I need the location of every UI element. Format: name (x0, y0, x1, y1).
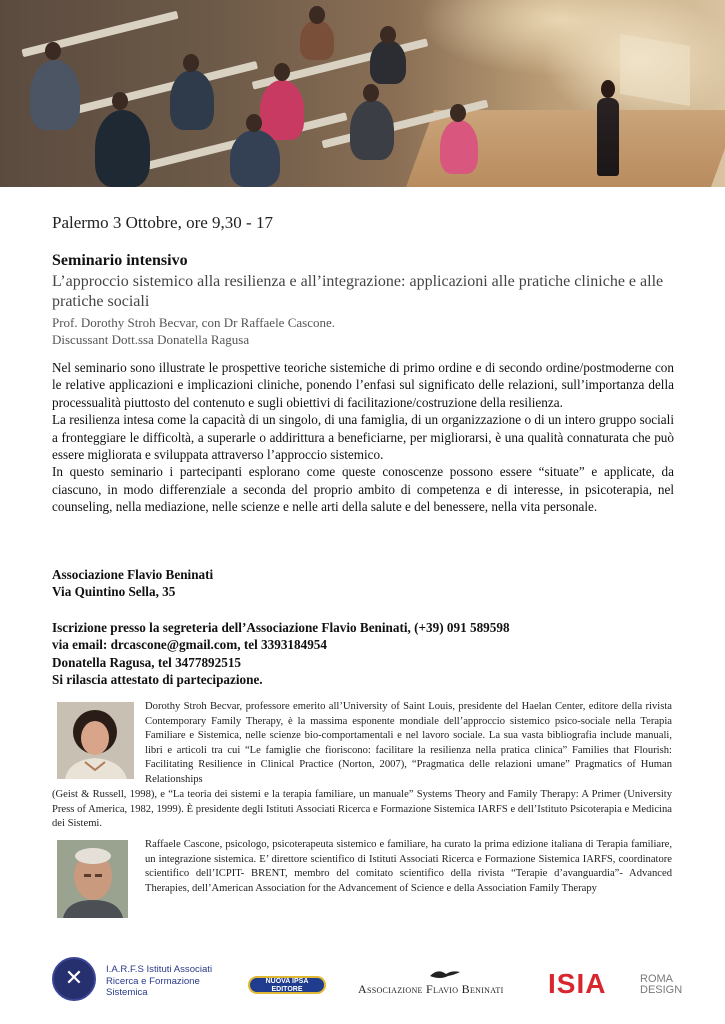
event-date-line: Palermo 3 Ottobre, ore 9,30 - 17 (52, 213, 273, 232)
seminar-subtitle: L’approccio sistemico alla resilienza e all’integrazione: applicazioni alle pratiche cliniche e alle pratiche sociali (52, 273, 664, 310)
venue-name: Associazione Flavio Beninati (52, 567, 214, 582)
becvar-bio-continued: (Geist & Russell, 1998), e “La teoria dei sistemi e la terapia familiare, un manuale” Systems Theory and Family Therapy: A Primer (University Press of America, 1982, 1999). È presidente degli Istituti Associati Ricerca e Formazione Sistemica IARFS e dell’Istituto Psicoterapia e Medicina dei Sistemi. (52, 789, 672, 830)
isia-tag-line: DESIGN (640, 984, 683, 996)
iarfs-line: Sistemica (106, 987, 148, 999)
cascone-portrait-art (57, 840, 128, 918)
photo-student (260, 80, 304, 140)
photo-student (95, 110, 150, 187)
footer-logos (0, 952, 725, 1012)
photo-teacher-head (601, 80, 615, 98)
iarfs-name (106, 964, 236, 999)
iarfs-x-icon: ✕ (64, 966, 84, 991)
photo-student-head (309, 6, 325, 24)
photo-student-head (380, 26, 396, 44)
photo-teacher (597, 98, 619, 176)
certificate-note: Si rilascia attestato di partecipazione. (52, 672, 263, 688)
nuova-ipsa-logo (248, 976, 326, 994)
isia-tagline (640, 974, 682, 996)
photo-student-head (183, 54, 199, 72)
photo-student-head (274, 63, 290, 81)
ipsa-line: EDITORE (271, 985, 303, 993)
ipsa-line: NUOVA IPSA (265, 978, 309, 985)
photo-student (350, 100, 394, 160)
photo-student-head (246, 114, 262, 132)
seminar-title: Seminario intensivo (52, 252, 188, 269)
iarfs-line: Ricerca e Formazione (106, 975, 200, 987)
photo-student (300, 20, 334, 60)
cascone-portrait (57, 840, 128, 918)
becvar-bio: Dorothy Stroh Becvar, professore emerito all’University of Saint Louis, presidente del Haelan Center, editore della rivista Contemporary Family Therapy, è la massima esponente mondiale dell’approccio sistemico psico-sociale nella Terapia Familiare e Sistemica, nelle scienze bio-comportamentali e nel lavoro sociale. La sua vasta bibliografia include manuali, libri e articoli tra cui “Le famiglie che fioriscono: facilitare la resilienza nella pratica clinica” Families that Flourish: Facilitating Resilience in Clinical Practice (Norton, 2007), “Pragmatica delle relazioni umane” Pragmatics of Human Relationships (145, 701, 672, 785)
bird-icon (428, 966, 462, 982)
photo-wall (620, 34, 690, 106)
venue-address (52, 566, 674, 601)
speaker-line: Prof. Dorothy Stroh Becvar, con Dr Raffaele Cascone. (52, 315, 335, 330)
becvar-portrait-art (57, 702, 134, 779)
seminar-description (52, 359, 674, 516)
photo-student-head (112, 92, 128, 110)
photo-student (370, 40, 406, 84)
speakers-block (52, 314, 674, 348)
registration-info (52, 619, 674, 689)
venue-street: Via Quintino Sella, 35 (52, 584, 176, 600)
photo-student (30, 60, 80, 130)
isia-tag-line: ROMA (640, 973, 673, 985)
photo-student (440, 120, 478, 174)
photo-student-head (450, 104, 466, 122)
iarfs-logo (52, 957, 96, 1001)
description-paragraph: Nel seminario sono illustrate le prospettive teoriche sistemiche di primo ordine e di secondo ordine/postmoderne con le relative applicazioni e implicazioni cliniche, ponendo l’enfasi sul significato delle relazioni, sull’importanza della processualità piuttosto del contenuto e sugli obiettivi di facilitazione/costruzione della resilienza. (52, 360, 674, 410)
hero-classroom-photo (0, 0, 725, 187)
description-paragraph: La resilienza intesa come la capacità di un singolo, di una famiglia, di un organizzazione o di un intero gruppo sociali a fronteggiare le difficoltà, a superarle o addirittura a beneficiarne, per migliorarsi, è una qualità connaturata che può essere migliorata e sviluppata attraverso l’approccio sistemico. (52, 412, 674, 463)
becvar-portrait (57, 702, 134, 779)
photo-student-head (363, 84, 379, 102)
photo-desk (62, 61, 258, 117)
photo-student (170, 70, 214, 130)
photo-student-head (45, 42, 61, 60)
registration-contact-line: Donatella Ragusa, tel 3477892515 (52, 654, 242, 670)
registration-line: Iscrizione presso la segreteria dell’Associazione Flavio Beninati, (+39) 091 589598 (52, 620, 510, 635)
description-paragraph: In questo seminario i partecipanti esplorano come queste conoscenze possono essere “situate” e applicate, da ciascuno, in modo differenziale a seconda del proprio ambito di competenza e di interesse, in psicoterapia, nel counseling, nella mediazione, nelle scienze e nelle arti della salute e del benessere, nella vita personale. (52, 464, 674, 515)
cascone-bio: Raffaele Cascone, psicologo, psicoterapeuta sistemico e familiare, ha curato la prima edizione italiana di Terapia familiare, un integrazione sistemica. E’ direttore scientifico di Istituti Associati Ricerca e Formazione Sistemica IARFS, coordinatore scientifico dell’ICPIT- BRENT, membro del comitato scientifico della rivista “Terapie d’avanguardia”- Advanced Therapies, dell’American Association for the Advancement of Science e della Association Family Therapy (145, 839, 672, 894)
photo-student (230, 130, 280, 187)
beninati-logo-text: Associazione Flavio Beninati (358, 982, 504, 996)
discussant-line: Discussant Dott.ssa Donatella Ragusa (52, 332, 250, 347)
iarfs-line: I.A.R.F.S Istituti Associati (106, 964, 213, 975)
isia-logo: ISIA (548, 968, 607, 999)
registration-email-line: via email: drcascone@gmail.com, tel 3393184954 (52, 637, 327, 653)
